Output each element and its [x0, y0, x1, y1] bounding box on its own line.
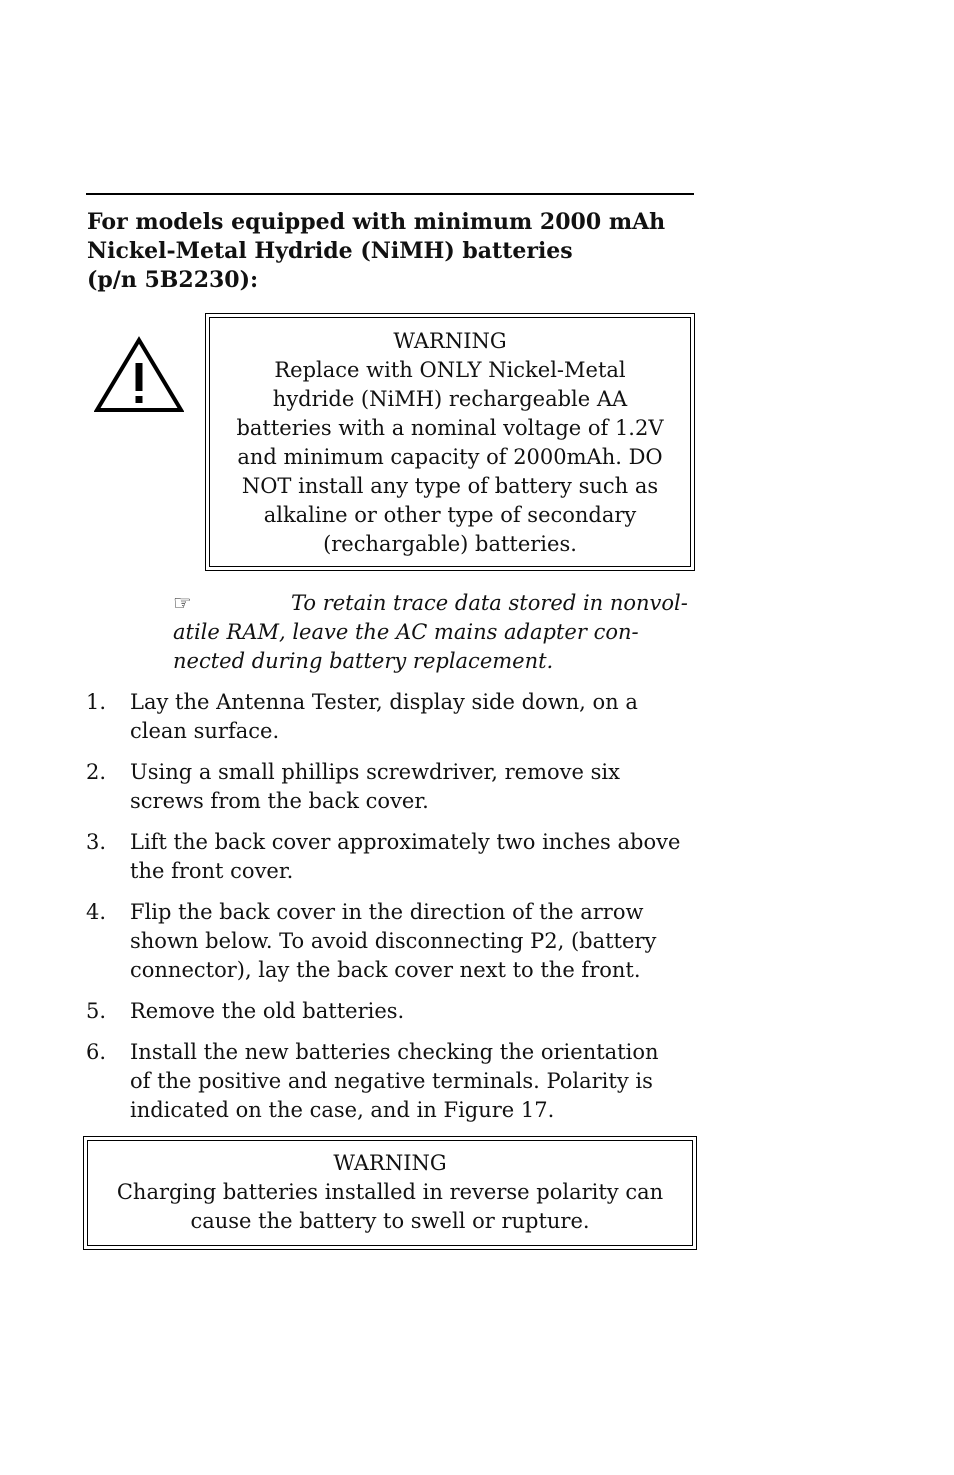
step-number: 3. [86, 830, 107, 854]
step-number: 1. [86, 690, 107, 714]
warning-triangle-icon [94, 336, 184, 414]
step-line: Flip the back cover in the direction of the arrow [130, 900, 644, 924]
list-item [86, 997, 706, 1026]
step-line: Lift the back cover approximately two inches above [130, 830, 681, 854]
section-rule [86, 193, 694, 195]
warning-line: cause the battery to swell or rupture. [190, 1209, 590, 1233]
heading-line: (p/n 5B2230): [87, 267, 259, 293]
step-line: Remove the old batteries. [130, 999, 405, 1023]
list-item [86, 1038, 706, 1125]
warning-line: alkaline or other type of secondary [263, 503, 637, 527]
step-line: clean surface. [130, 719, 280, 743]
note-line: To retain trace data stored in nonvol- [291, 591, 688, 615]
warning-box-polarity [83, 1136, 697, 1250]
step-line: Install the new batteries checking the orientation [130, 1040, 659, 1064]
warning-line: Replace with ONLY Nickel-Metal [274, 358, 626, 382]
heading-line: For models equipped with minimum 2000 mAh [87, 209, 666, 235]
list-item [86, 758, 706, 816]
warning-box-nimh [205, 313, 695, 571]
warning-line: batteries with a nominal voltage of 1.2V [236, 416, 664, 440]
note-line: nected during battery replacement. [173, 649, 554, 673]
warning-title: WARNING [333, 1151, 447, 1175]
heading-line: Nickel-Metal Hydride (NiMH) batteries [87, 238, 573, 264]
procedure-steps [86, 688, 706, 1137]
list-item [86, 898, 706, 985]
warning-line: Charging batteries installed in reverse polarity can [116, 1180, 664, 1204]
section-heading [87, 208, 697, 295]
note-trace-data [173, 589, 703, 676]
warning-line: NOT install any type of battery such as [241, 474, 659, 498]
pointing-hand-icon: ☞ [173, 591, 192, 615]
step-line: the front cover. [130, 859, 294, 883]
step-line: of the positive and negative terminals. Polarity is [130, 1069, 653, 1093]
step-number: 5. [86, 999, 107, 1023]
step-line: Lay the Antenna Tester, display side down, on a [130, 690, 638, 714]
warning-line: hydride (NiMH) rechargeable AA [272, 387, 628, 411]
warning-line: and minimum capacity of 2000mAh. DO [237, 445, 663, 469]
step-line: indicated on the case, and in Figure 17. [130, 1098, 555, 1122]
list-item [86, 828, 706, 886]
step-number: 6. [86, 1040, 107, 1064]
step-line: shown below. To avoid disconnecting P2, (battery [130, 929, 657, 953]
warning-title: WARNING [393, 329, 507, 353]
step-number: 4. [86, 900, 107, 924]
step-line: screws from the back cover. [130, 789, 429, 813]
warning-line: (rechargable) batteries. [323, 532, 577, 556]
note-line: atile RAM, leave the AC mains adapter con- [173, 620, 639, 644]
step-number: 2. [86, 760, 107, 784]
list-item [86, 688, 706, 746]
step-line: Using a small phillips screwdriver, remove six [130, 760, 620, 784]
step-line: connector), lay the back cover next to the front. [130, 958, 641, 982]
